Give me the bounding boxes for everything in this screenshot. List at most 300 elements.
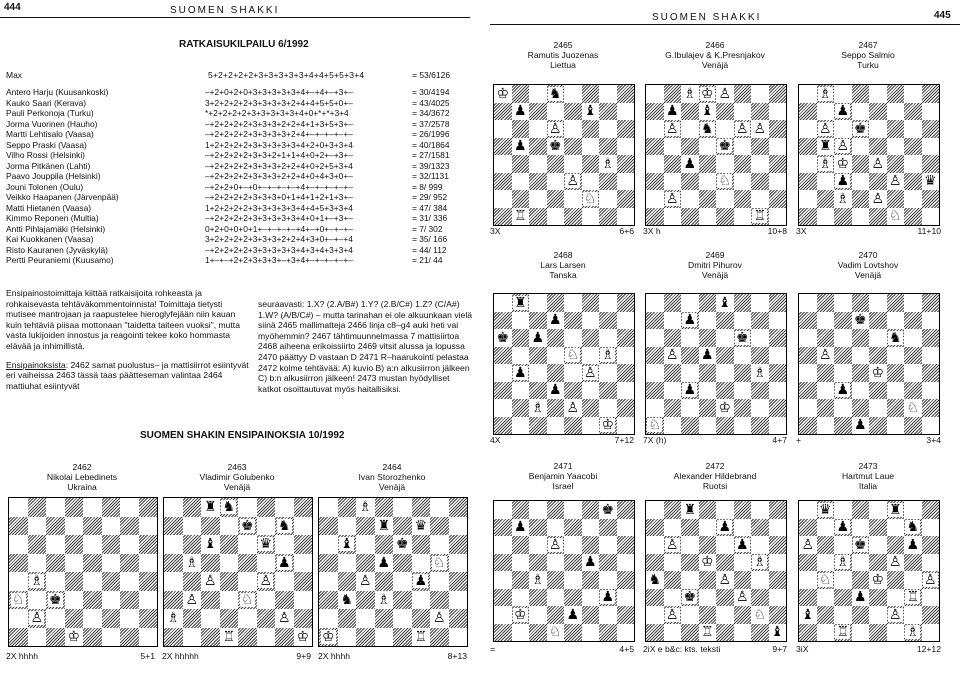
board-square xyxy=(869,120,887,138)
board-square xyxy=(46,554,65,573)
board-square xyxy=(617,120,635,138)
board-square xyxy=(904,155,922,173)
board-square xyxy=(922,624,940,642)
chess-piece: ♗ xyxy=(753,364,767,381)
board-square xyxy=(529,347,547,365)
board-square xyxy=(869,190,887,208)
board-square xyxy=(799,624,817,642)
problem-header xyxy=(798,250,938,280)
board-square xyxy=(319,628,338,647)
board-square xyxy=(834,347,852,365)
player-name: Jorma Pitkänen (Lahti) xyxy=(6,160,91,171)
board-square xyxy=(681,294,699,312)
board-square xyxy=(664,347,682,365)
board-square xyxy=(102,535,121,554)
board-square xyxy=(529,571,547,589)
board-square xyxy=(599,536,617,554)
board-square xyxy=(617,536,635,554)
board-square xyxy=(681,606,699,624)
board-square xyxy=(564,536,582,554)
board-square xyxy=(547,312,565,330)
board-square xyxy=(769,382,787,400)
chess-piece: ♚ xyxy=(395,536,409,553)
chess-piece: ♔ xyxy=(67,628,81,645)
player-total: = 21/ 44 xyxy=(412,255,443,265)
board-square xyxy=(646,294,664,312)
board-square xyxy=(547,536,565,554)
board-square xyxy=(699,364,717,382)
player-name: Risto Kauranen (Jyväskylä) xyxy=(6,244,108,255)
chess-piece: ♚ xyxy=(548,138,562,155)
problem-piece-count: 9+7 xyxy=(772,644,787,654)
board-square xyxy=(547,606,565,624)
chess-piece: ♝ xyxy=(583,103,597,120)
board-square xyxy=(904,208,922,226)
board-square xyxy=(734,417,752,435)
chess-piece: ♔ xyxy=(321,628,335,645)
board-square xyxy=(799,190,817,208)
board-square xyxy=(817,589,835,607)
problem-number: 2462 xyxy=(72,462,92,472)
board-square xyxy=(617,103,635,121)
board-square xyxy=(529,501,547,519)
board-square xyxy=(834,364,852,382)
board-square xyxy=(275,609,294,628)
board-square xyxy=(799,173,817,191)
board-square xyxy=(646,554,664,572)
chess-piece: ♞ xyxy=(277,517,291,534)
board-square xyxy=(319,591,338,610)
player-name: Paavo Jouppila (Helsinki) xyxy=(6,171,101,181)
board-square xyxy=(852,519,870,537)
chess-piece: ♛ xyxy=(818,501,832,518)
board-square xyxy=(547,138,565,156)
chess-piece: ♚ xyxy=(496,329,510,346)
chess-piece: ♔ xyxy=(700,85,714,102)
chess-piece: ♝ xyxy=(770,624,784,641)
board-square xyxy=(494,208,512,226)
board-square xyxy=(599,208,617,226)
max-label: Max xyxy=(6,70,23,80)
chess-piece: ♗ xyxy=(531,571,545,588)
problem-country: Tanska xyxy=(549,270,577,280)
board-square xyxy=(769,190,787,208)
board-square xyxy=(799,364,817,382)
problem-number: 2469 xyxy=(705,250,725,260)
board-square xyxy=(904,173,922,191)
board-square xyxy=(201,572,220,591)
board-square xyxy=(375,572,394,591)
chess-piece: ♟ xyxy=(836,519,850,536)
board-square xyxy=(699,208,717,226)
board-square xyxy=(46,591,65,610)
board-square xyxy=(646,571,664,589)
board-square xyxy=(529,120,547,138)
board-square xyxy=(887,554,905,572)
player-scores: –+2+2+2+2+3+3+3+3+2+4+–+–+–+–+– xyxy=(205,129,353,139)
board-square xyxy=(449,609,468,628)
board-square xyxy=(922,347,940,365)
chess-piece: ♛ xyxy=(923,173,937,190)
board-square xyxy=(564,382,582,400)
board-square xyxy=(834,399,852,417)
board-square xyxy=(817,606,835,624)
board-square xyxy=(494,312,512,330)
player-total: = 8/ 999 xyxy=(412,181,443,192)
chess-piece: ♜ xyxy=(888,501,902,518)
board-square xyxy=(46,572,65,591)
board-square xyxy=(356,517,375,536)
board-square xyxy=(869,536,887,554)
board-square xyxy=(529,519,547,537)
board-square xyxy=(734,190,752,208)
board-square xyxy=(9,554,28,573)
board-square xyxy=(512,554,530,572)
board-square xyxy=(751,536,769,554)
board-square xyxy=(529,173,547,191)
board-square xyxy=(28,572,47,591)
board-square xyxy=(617,329,635,347)
board-square xyxy=(120,591,139,610)
board-square xyxy=(852,571,870,589)
chess-piece: ♟ xyxy=(836,173,850,190)
board-square xyxy=(412,535,431,554)
board-square xyxy=(547,399,565,417)
board-square xyxy=(887,501,905,519)
board-square xyxy=(183,572,202,591)
chess-piece: ♟ xyxy=(566,606,580,623)
board-square xyxy=(751,519,769,537)
player-total: = 39/1323 xyxy=(412,160,450,171)
board-square xyxy=(734,571,752,589)
board-square xyxy=(617,606,635,624)
board-square xyxy=(922,571,940,589)
problem-number: 2467 xyxy=(858,40,878,50)
board-square xyxy=(769,501,787,519)
board-square xyxy=(799,536,817,554)
chess-piece: ♗ xyxy=(358,499,372,516)
board-square xyxy=(183,628,202,647)
problem-number: 2468 xyxy=(553,250,573,260)
chess-piece: ♗ xyxy=(30,573,44,590)
board-square xyxy=(751,138,769,156)
board-square xyxy=(512,571,530,589)
board-square xyxy=(375,517,394,536)
board-square xyxy=(699,85,717,103)
chess-piece: ♖ xyxy=(414,628,428,645)
problem-header xyxy=(798,40,938,70)
board-square xyxy=(599,382,617,400)
board-square xyxy=(494,138,512,156)
board-square xyxy=(257,591,276,610)
player-name: Vilho Rossi (Helsinki) xyxy=(6,150,85,160)
board-square xyxy=(769,329,787,347)
board-square xyxy=(904,536,922,554)
board-square xyxy=(834,589,852,607)
board-square xyxy=(817,519,835,537)
chess-piece: ♙ xyxy=(30,610,44,627)
board-square xyxy=(734,589,752,607)
board-square xyxy=(547,571,565,589)
chess-piece: ♘ xyxy=(566,347,580,364)
problem-author: Ramutis Juozenas xyxy=(527,50,599,60)
chess-piece: ♔ xyxy=(513,606,527,623)
board-square xyxy=(817,417,835,435)
board-square xyxy=(769,294,787,312)
chess-board xyxy=(493,293,635,435)
problem-country: Liettua xyxy=(550,60,576,70)
board-square xyxy=(852,347,870,365)
board-square xyxy=(494,382,512,400)
board-square xyxy=(922,312,940,330)
board-square xyxy=(751,382,769,400)
problem-stipulation: 3X xyxy=(796,226,807,236)
board-square xyxy=(102,628,121,647)
board-square xyxy=(734,554,752,572)
board-square xyxy=(904,571,922,589)
section-title: SUOMEN SHAKIN ENSIPAINOKSIA 10/1992 xyxy=(140,430,345,441)
board-square xyxy=(904,312,922,330)
player-scores: 3+2+2+2+2+3+3+3+3+2+4+4+5+5+0+– xyxy=(205,97,353,108)
board-square xyxy=(9,498,28,517)
player-total: = 7/ 302 xyxy=(412,223,443,234)
board-square xyxy=(582,312,600,330)
board-square xyxy=(83,572,102,591)
board-square xyxy=(887,382,905,400)
board-square xyxy=(547,347,565,365)
board-square xyxy=(769,554,787,572)
board-square xyxy=(817,208,835,226)
board-square xyxy=(257,572,276,591)
board-square xyxy=(681,501,699,519)
board-square xyxy=(83,628,102,647)
board-square xyxy=(46,609,65,628)
board-square xyxy=(904,85,922,103)
board-square xyxy=(529,554,547,572)
problem-header xyxy=(645,461,785,491)
board-square xyxy=(599,138,617,156)
board-square xyxy=(319,572,338,591)
player-name: Seppo Praski (Vaasa) xyxy=(6,139,87,150)
chess-piece: ♙ xyxy=(665,536,679,553)
board-square xyxy=(102,572,121,591)
chess-piece: ♟ xyxy=(601,589,615,606)
board-square xyxy=(852,294,870,312)
board-square xyxy=(817,329,835,347)
board-square xyxy=(734,501,752,519)
board-square xyxy=(582,571,600,589)
board-square xyxy=(904,364,922,382)
board-square xyxy=(869,606,887,624)
board-square xyxy=(617,138,635,156)
board-square xyxy=(834,173,852,191)
board-square xyxy=(681,190,699,208)
board-square xyxy=(699,554,717,572)
board-square xyxy=(564,120,582,138)
board-square xyxy=(494,519,512,537)
board-square xyxy=(547,85,565,103)
board-square xyxy=(922,120,940,138)
chess-piece: ♘ xyxy=(906,399,920,416)
board-square xyxy=(887,347,905,365)
board-square xyxy=(494,536,512,554)
board-square xyxy=(430,498,449,517)
board-square xyxy=(734,399,752,417)
board-square xyxy=(164,535,183,554)
chess-piece: ♞ xyxy=(888,329,902,346)
board-square xyxy=(430,572,449,591)
chess-piece: ♟ xyxy=(683,382,697,399)
board-square xyxy=(716,554,734,572)
player-scores: –+2+2+0+–+0+–+–+–+–+4+–+–+–+–+– xyxy=(205,181,353,192)
board-square xyxy=(817,120,835,138)
board-square xyxy=(869,312,887,330)
board-square xyxy=(664,554,682,572)
board-square xyxy=(220,572,239,591)
board-square xyxy=(869,364,887,382)
board-square xyxy=(582,501,600,519)
board-square xyxy=(9,628,28,647)
chess-piece: ♟ xyxy=(853,589,867,606)
board-square xyxy=(852,364,870,382)
board-square xyxy=(512,624,530,642)
comments-text: seuraavasti: 1.X? (2.A/B#) 1.Y? (2.B/C#) 1.Z? (C/A#) 1.W? (A/B/C#) – mutta tarinahan ei ole alkuunkaan vielä siinä 2465 mallimatteja 2466 linja c8–g4 auki heti vai myöhemmin? 2467 tähtimuunnelmassa 7 mattisiirtoa 2468 aiheena erikoissiirto 2469 vitsit alussa ja lopussa 2470 päättyy D vastaan D 2471 R–haarukointi pelastaa 2472 kolme tehtävää: A) kuvio B) a:n alkusiirron jälkeen C) b:n alkusiirron jälkeen! 2473 mustan hyödylliset katkot osoittautuvat myös haitallisiksi. xyxy=(258,299,473,394)
board-square xyxy=(852,417,870,435)
board-square xyxy=(564,519,582,537)
board-square xyxy=(599,120,617,138)
board-square xyxy=(9,535,28,554)
problem-author: Alexander Hildebrand xyxy=(673,471,757,481)
board-square xyxy=(582,364,600,382)
board-square xyxy=(430,609,449,628)
chess-piece: ♝ xyxy=(203,536,217,553)
board-square xyxy=(699,382,717,400)
board-square xyxy=(430,517,449,536)
problem-number: 2464 xyxy=(382,462,402,472)
player-total: = 40/1864 xyxy=(412,139,450,150)
board-square xyxy=(547,554,565,572)
board-square xyxy=(617,382,635,400)
board-square xyxy=(887,364,905,382)
board-square xyxy=(664,399,682,417)
board-square xyxy=(547,173,565,191)
board-square xyxy=(83,517,102,536)
board-square xyxy=(238,572,257,591)
chess-board xyxy=(645,500,787,642)
board-square xyxy=(699,294,717,312)
board-square xyxy=(852,501,870,519)
board-square xyxy=(617,85,635,103)
board-square xyxy=(922,294,940,312)
board-square xyxy=(102,554,121,573)
board-square xyxy=(547,294,565,312)
board-square xyxy=(852,382,870,400)
board-square xyxy=(869,589,887,607)
board-square xyxy=(319,498,338,517)
board-square xyxy=(512,120,530,138)
board-square xyxy=(375,591,394,610)
board-square xyxy=(494,554,512,572)
player-name: Matti Hietanen (Vaasa) xyxy=(6,202,92,213)
board-square xyxy=(449,572,468,591)
board-square xyxy=(412,572,431,591)
player-total: = 27/1581 xyxy=(412,150,450,160)
board-square xyxy=(869,554,887,572)
left-page-number: 444 xyxy=(4,2,21,13)
board-square xyxy=(922,329,940,347)
board-square xyxy=(582,399,600,417)
board-square xyxy=(599,103,617,121)
player-scores: 3+2+2+2+2+3+3+3+2+2+4+3+0+–+–+4 xyxy=(205,234,353,244)
board-square xyxy=(529,138,547,156)
board-square xyxy=(734,606,752,624)
board-square xyxy=(852,536,870,554)
chess-piece: ♙ xyxy=(871,190,885,207)
board-square xyxy=(338,609,357,628)
board-square xyxy=(356,535,375,554)
left-header-rule xyxy=(0,17,470,18)
board-square xyxy=(646,190,664,208)
chess-piece: ♔ xyxy=(296,628,310,645)
board-square xyxy=(120,609,139,628)
board-square xyxy=(817,312,835,330)
board-square xyxy=(699,624,717,642)
board-square xyxy=(564,606,582,624)
chess-piece: ♔ xyxy=(871,571,885,588)
board-square xyxy=(887,294,905,312)
board-square xyxy=(238,517,257,536)
board-square xyxy=(28,628,47,647)
board-square xyxy=(681,554,699,572)
board-square xyxy=(716,519,734,537)
board-square xyxy=(564,208,582,226)
board-square xyxy=(294,554,313,573)
board-square xyxy=(716,208,734,226)
board-square xyxy=(257,609,276,628)
chess-piece: ♞ xyxy=(648,571,662,588)
board-square xyxy=(393,498,412,517)
board-square xyxy=(769,208,787,226)
chess-piece: ♚ xyxy=(718,138,732,155)
board-square xyxy=(869,138,887,156)
board-square xyxy=(751,329,769,347)
player-total: = 47/ 384 xyxy=(412,202,448,213)
chess-piece: ♘ xyxy=(548,624,562,641)
board-square xyxy=(887,417,905,435)
board-square xyxy=(769,120,787,138)
problem-author: Lars Larsen xyxy=(540,260,586,270)
problem-author: Vadim Lovtshov xyxy=(837,260,899,270)
chess-piece: ♘ xyxy=(648,417,662,434)
chess-board xyxy=(798,500,940,642)
board-square xyxy=(564,501,582,519)
board-square xyxy=(646,173,664,191)
board-square xyxy=(646,536,664,554)
board-square xyxy=(529,312,547,330)
board-square xyxy=(664,120,682,138)
board-square xyxy=(547,417,565,435)
chess-piece: ♗ xyxy=(377,591,391,608)
board-square xyxy=(887,624,905,642)
problem-header xyxy=(8,462,156,492)
board-square xyxy=(582,329,600,347)
board-square xyxy=(904,294,922,312)
board-square xyxy=(681,120,699,138)
chess-piece: ♟ xyxy=(513,138,527,155)
board-square xyxy=(699,347,717,365)
board-square xyxy=(582,347,600,365)
player-scores: 1+2+2+2+2+3+3+3+3+3+4+2+0+3+3+4 xyxy=(205,139,353,150)
